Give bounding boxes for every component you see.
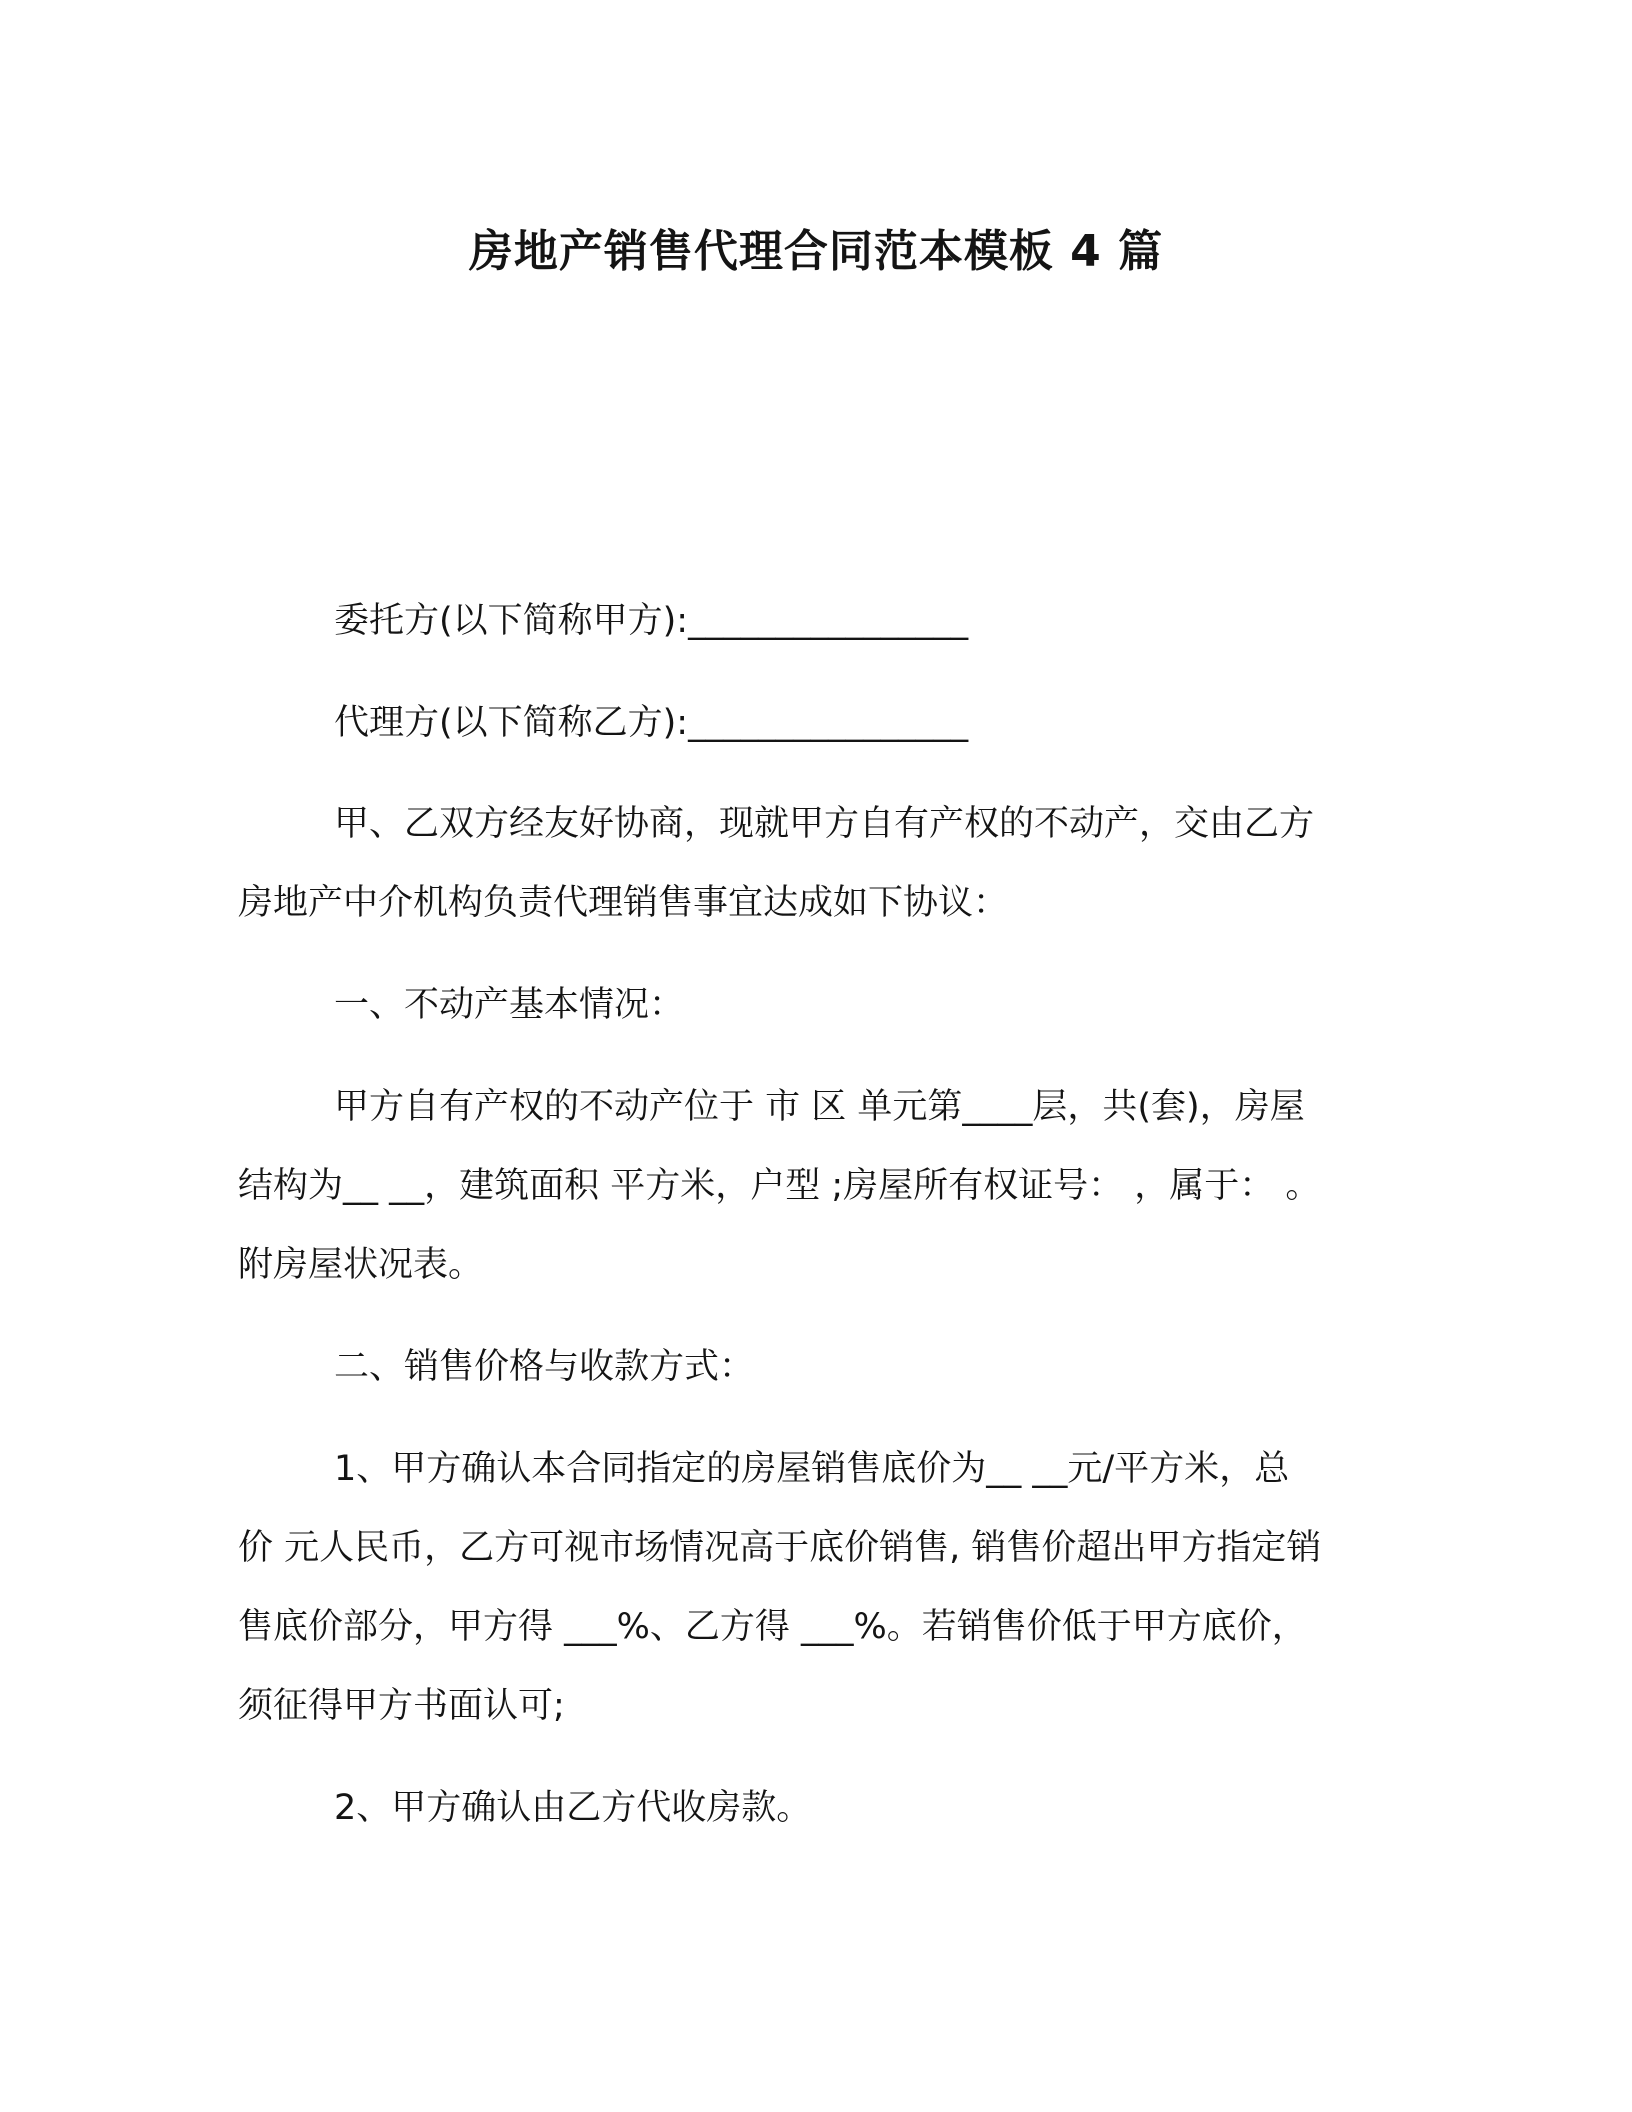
section-1-heading: 一、不动产基本情况： [334, 985, 685, 1025]
clause-1-line-2: 价 元人民币，乙方可视市场情况高于底价销售, 销售价超出甲方指定销 [238, 1528, 1322, 1568]
document-title: 房地产销售代理合同范本模板 4 篇 [468, 226, 1164, 277]
section-1-line-2: 结构为__ __，建筑面积 平方米，户型 ;房屋所有权证号： ，属于： 。 [238, 1166, 1321, 1206]
section-1-line-3: 附房屋状况表。 [238, 1245, 484, 1285]
party-b-line: 代理方(以下简称乙方):________________ [334, 703, 969, 743]
intro-line-2: 房地产中介机构负责代理销售事宜达成如下协议： [238, 883, 1009, 923]
clause-1-line-1: 1、甲方确认本合同指定的房屋销售底价为__ __元/平方米，总 [334, 1449, 1290, 1489]
clause-1-line-4: 须征得甲方书面认可; [238, 1686, 565, 1726]
clause-2-line: 2、甲方确认由乙方代收房款。 [334, 1788, 812, 1828]
section-2-heading: 二、销售价格与收款方式： [334, 1347, 755, 1387]
section-1-line-1: 甲方自有产权的不动产位于 市 区 单元第____层，共(套)，房屋 [334, 1087, 1305, 1127]
intro-line-1: 甲、乙双方经友好协商，现就甲方自有产权的不动产，交由乙方 [334, 804, 1315, 844]
clause-1-line-3: 售底价部分，甲方得 ___%、乙方得 ___%。若销售价低于甲方底价， [238, 1607, 1307, 1647]
party-a-line: 委托方(以下简称甲方):________________ [334, 601, 969, 641]
